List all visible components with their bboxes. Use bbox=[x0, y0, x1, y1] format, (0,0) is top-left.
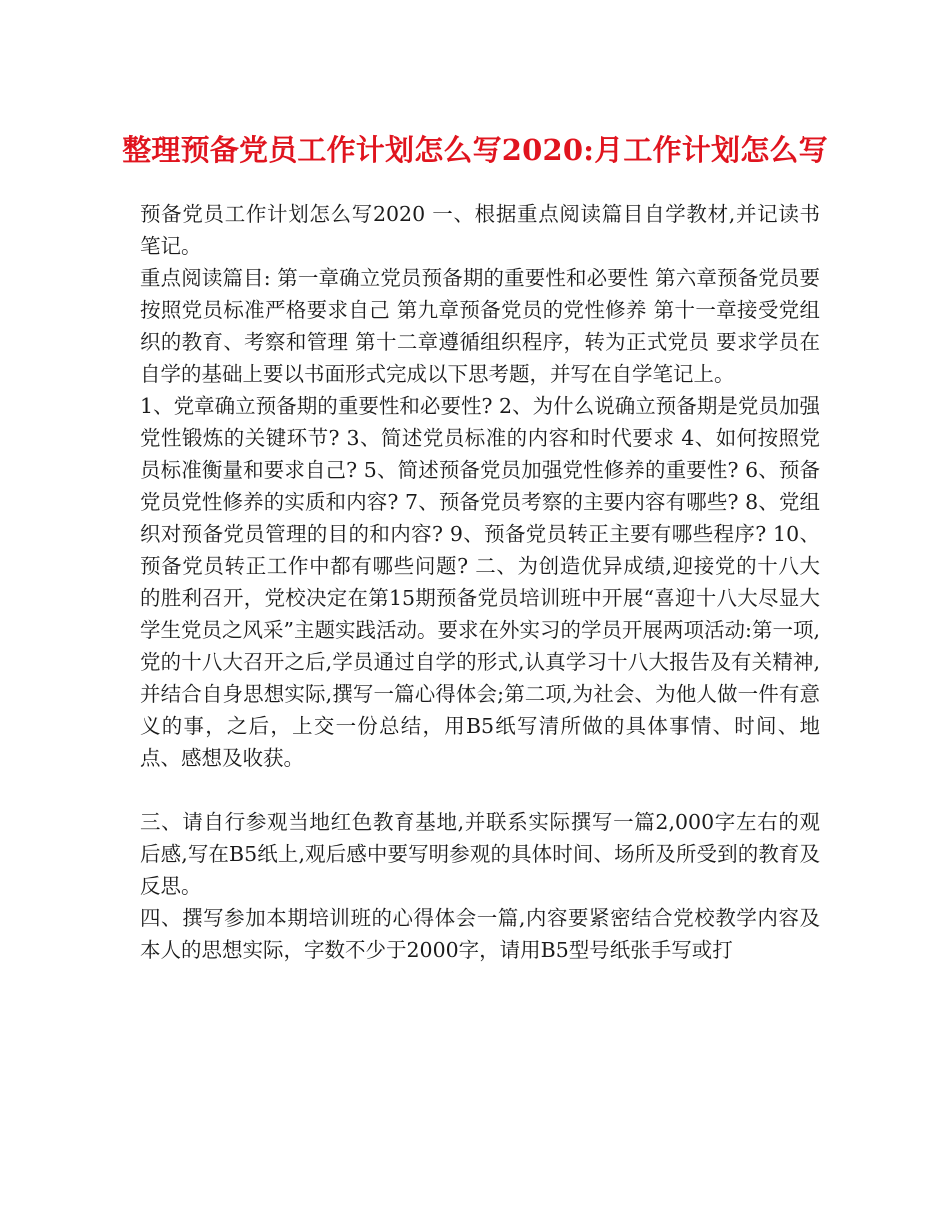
document-title: 整理预备党员工作计划怎么写2020:月工作计划怎么写 bbox=[122, 133, 828, 167]
paragraph-reading-list: 重点阅读篇目: 第一章确立党员预备期的重要性和必要性 第六章预备党员要按照党员标准严格要求自己 第九章预备党员的党性修养 第十一章接受党组织的教育、考察和管理 第十二章遵循组织程序，转为正式党员 要求学员在自学的基础上要以书面形式完成以下思考题，并写在自学笔记上。 bbox=[140, 266, 820, 386]
paragraph-section-four: 四、撰写参加本期培训班的心得体会一篇,内容要紧密结合党校教学内容及本人的思想实际，字数不少于2000字，请用B5型号纸张手写或打 bbox=[140, 906, 820, 962]
paragraph-section-three: 三、请自行参观当地红色教育基地,并联系实际撰写一篇2,000字左右的观后感,写在B5纸上,观后感中要写明参观的具体时间、场所及所受到的教育及反思。 bbox=[140, 810, 820, 898]
document-body bbox=[140, 198, 820, 966]
paragraph-questions: 1、党章确立预备期的重要性和必要性? 2、为什么说确立预备期是党员加强党性锻炼的关键环节? 3、简述党员标准的内容和时代要求 4、如何按照党员标准衡量和要求自己? 5、简述预备党员加强党性修养的重要性? 6、预备党员党性修养的实质和内容? 7、预备党员考察的主要内容有哪些? 8、党组织对预备党员管理的目的和内容? 9、预备党员转正主要有哪些程序? 10、预备党员转正工作中都有哪些问题? 二、为创造优异成绩,迎接党的十八大的胜利召开，党校决定在第15期预备党员培训班中开展“喜迎十八大尽显大学生党员之风采”主题实践活动。要求在外实习的学员开展两项活动:第一项,党的十八大召开之后,学员通过自学的形式,认真学习十八大报告及有关精神,并结合自身思想实际,撰写一篇心得体会;第二项,为社会、为他人做一件有意义的事，之后，上交一份总结，用B5纸写清所做的具体事情、时间、地点、感想及收获。 bbox=[140, 394, 820, 770]
paragraph-intro: 预备党员工作计划怎么写2020 一、根据重点阅读篇目自学教材,并记读书笔记。 bbox=[140, 202, 820, 258]
